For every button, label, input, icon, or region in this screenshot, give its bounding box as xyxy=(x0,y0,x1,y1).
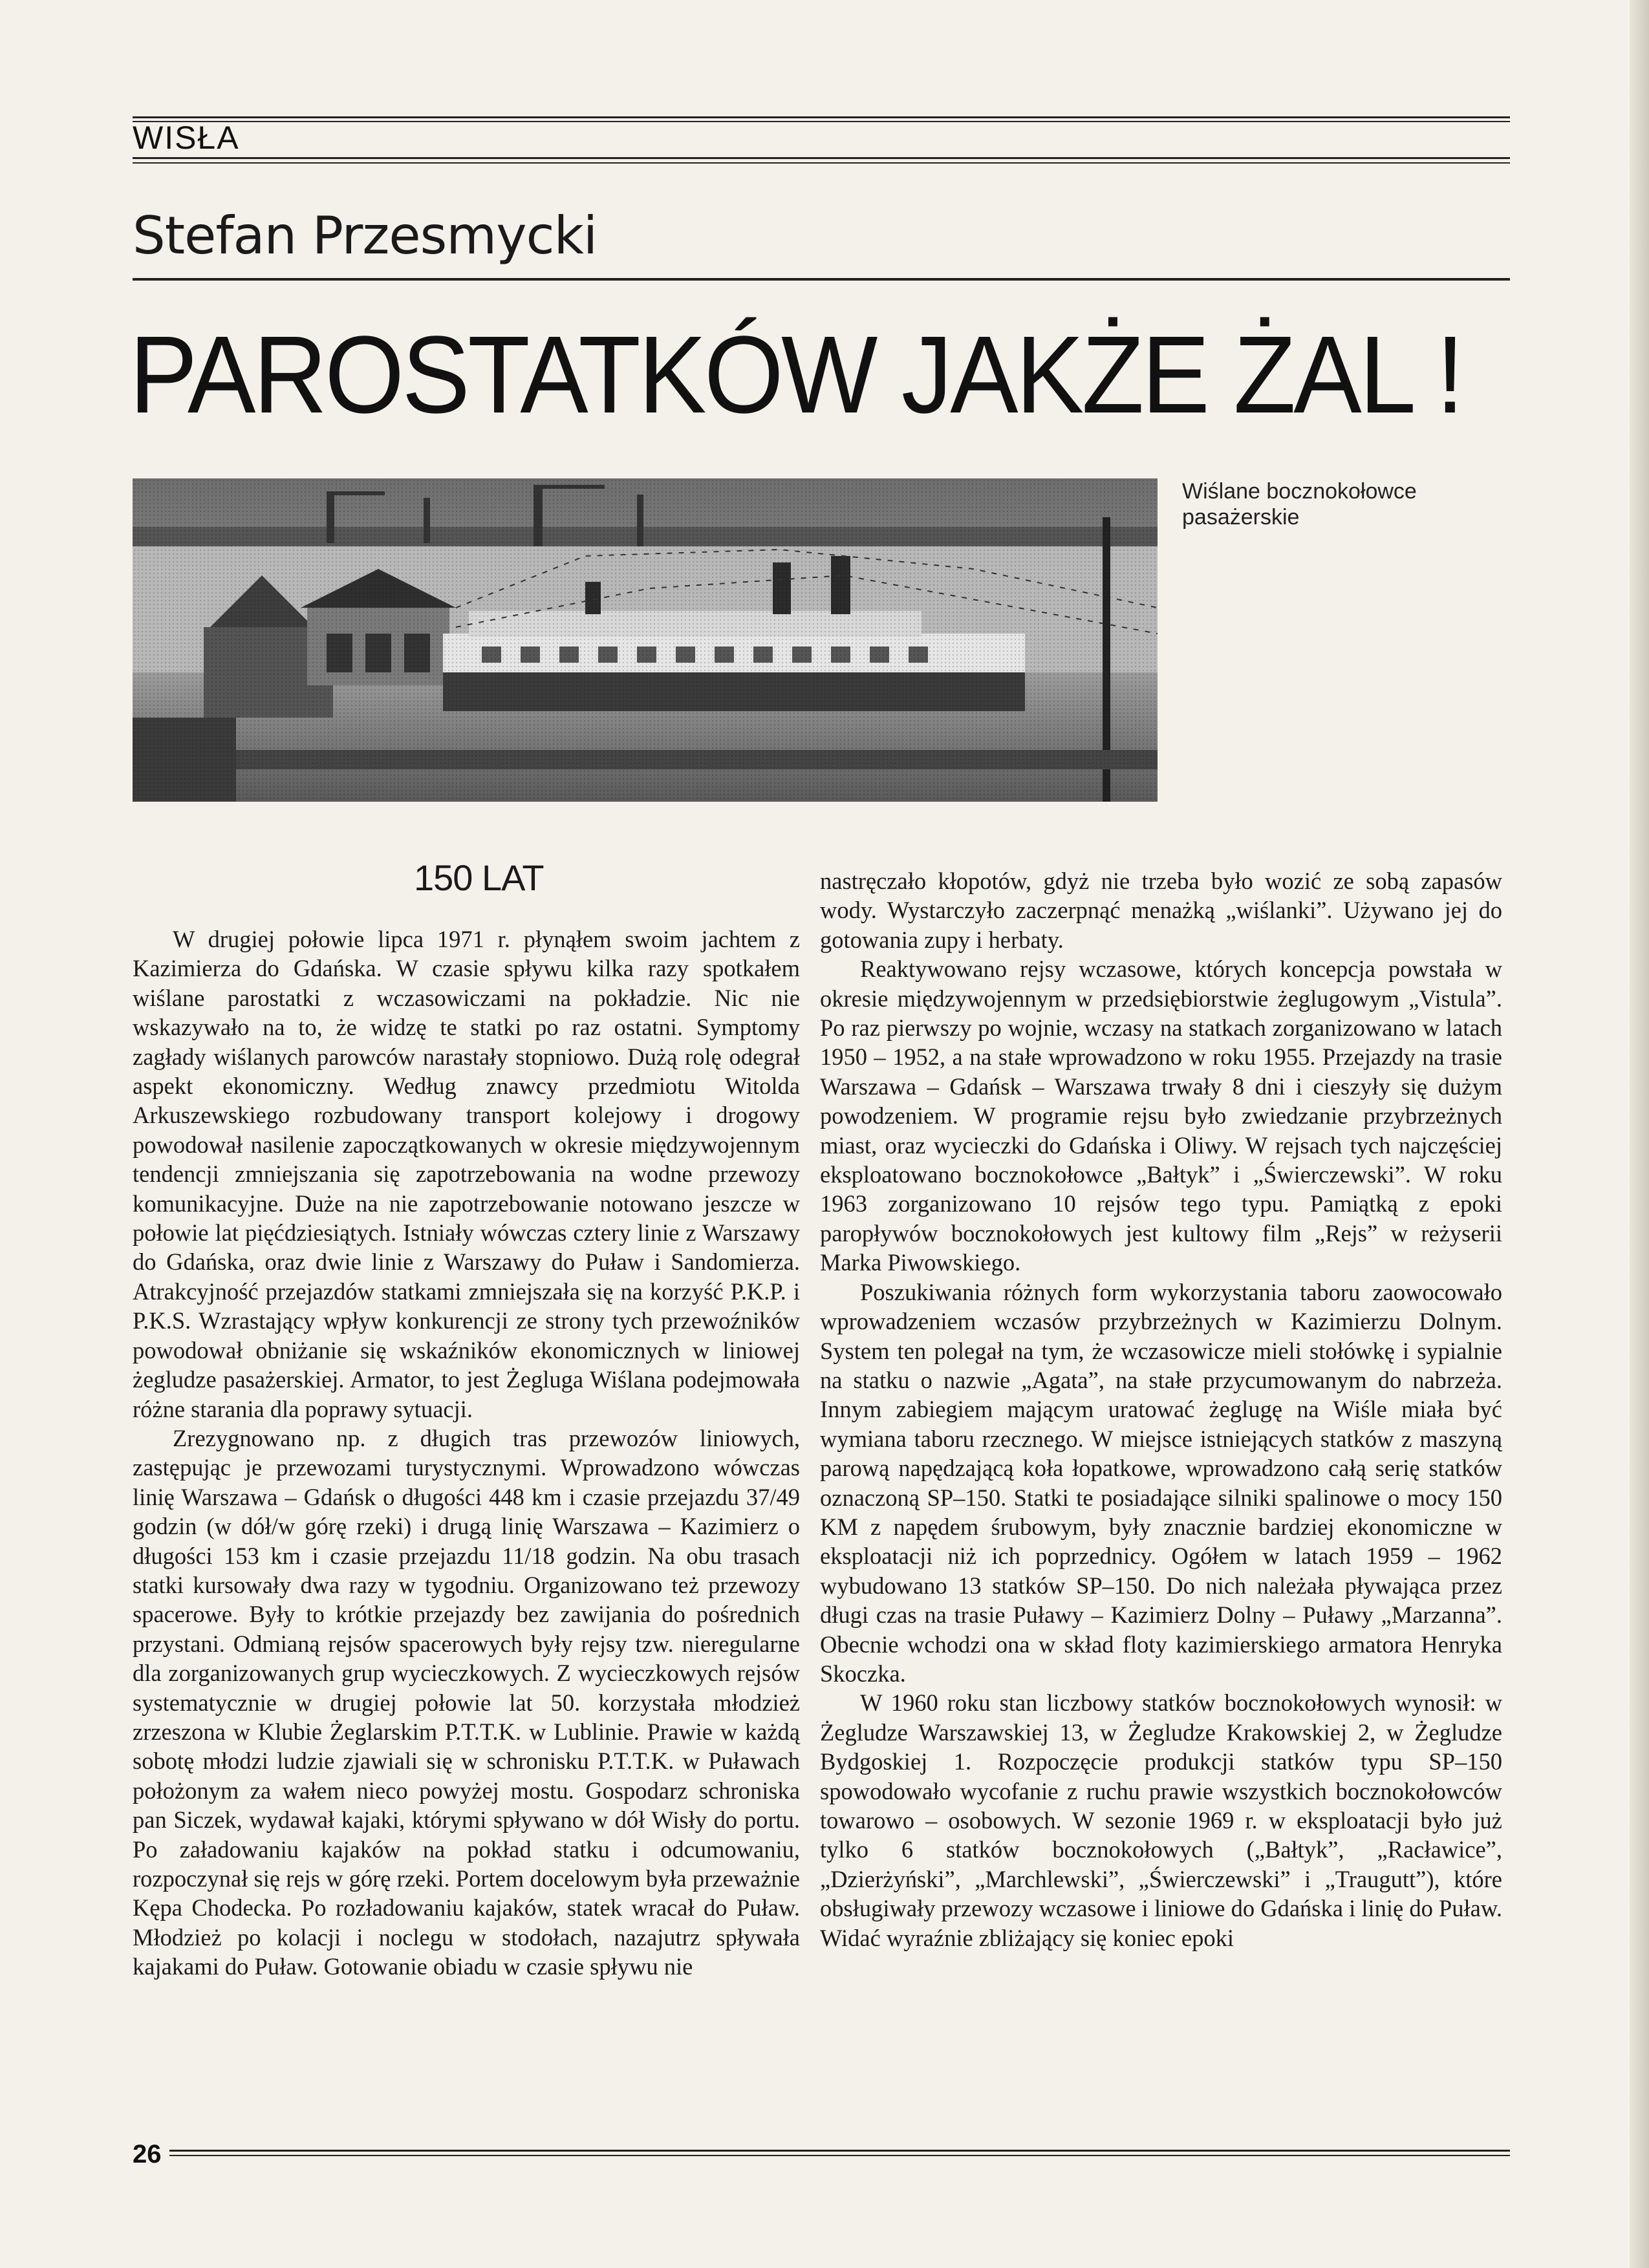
header-rule-top-2 xyxy=(133,121,1510,122)
header-rule-bottom-2 xyxy=(133,162,1510,164)
photo-caption: Wiślane bocznokołowce pasażerskie xyxy=(1182,479,1417,530)
footer-rule-bottom xyxy=(169,2155,1510,2156)
section-label: WISŁA xyxy=(133,120,240,156)
header-rule-bottom xyxy=(133,157,1510,159)
author-name: Stefan Przesmycki xyxy=(133,206,598,266)
paragraph: Zrezygnowano np. z długich tras przewozów liniowych, zastępując je przewozami turystycznymi. Wprowadzono wówczas linię Warszawa – Gdańsk o długości 448 km i czasie przejazdu 37/49 godzin (w dół/w górę rzeki) i drugą linię Warszawa – Kazimierz o długości 153 km i czasie przejazdu 11/18 godzin. Na obu trasach statki kursowały dwa razy w tygodniu. Organizowano też przewozy spacerowe. Były to krótkie przejazdy bez zawijania do pośrednich przystani. Odmianą rejsów spacerowych były rejsy tzw. nieregularne dla zorganizowanych grup wycieczkowych. Z wycieczkowych rejsów systematycznie w drugiej połowie lat 50. korzystała młodzież zrzeszona w Klubie Żeglarskim P.T.T.K. w Lublinie. Prawie w każdą sobotę młodzi ludzie zjawiali się w schronisku P.T.T.K. w Puławach położonym za wałem nieco powyżej mostu. Gospodarz schroniska pan Siczek, wydawał kajaki, którymi spływano w dół Wisły do portu. Po załadowaniu kajaków na pokład statku i odcumowaniu, rozpoczynał się rejs w górę rzeki. Portem docelowym była przeważnie Kępa Chodecka. Po rozładowaniu kajaków, statek wracał do Puław. Młodzież po kolacji i noclegu w stodołach, nazajutrz spływała kajakami do Puław. Gotowanie obiadu w czasie spływu nie xyxy=(133,1424,800,1980)
article-photo xyxy=(133,478,1158,802)
paragraph: Poszukiwania różnych form wykorzystania taboru zaowocowało wprowadzeniem wczasów przybrzeżnych w Kazimierzu Dolnym. System ten polegał na tym, że wczasowicze mieli stołówkę i sypialnie na statku o nazwie „Agata”, na stałe przycumowanym do nabrzeża. Innym zabiegiem mającym uratować żeglugę na Wiśle miała być wymiana taboru rzecznego. W miejsce istniejących statków z maszyną parową napędzającą koła łopatkowe, wprowadzono całą serię statków oznaczoną SP–150. Statki te posiadające silniki spalinowe o mocy 150 KM z napędem śrubowym, były znacznie bardziej ekonomiczne w eksploatacji niż ich poprzednicy. Ogółem w latach 1959 – 1962 wybudowano 13 statków SP–150. Do nich należała pływająca przez długi czas na trasie Puławy – Kazimierz Dolny – Puławy „Marzanna”. Obecnie wchodzi ona w skład floty kazimierskiego armatora Henryka Skoczka. xyxy=(820,1278,1502,1687)
header-rule-top xyxy=(133,116,1510,118)
paragraph: W drugiej połowie lipca 1971 r. płynąłem swoim jachtem z Kazimierza do Gdańska. W czasie spływu kilka razy spotkałem wiślane parostatki z wczasowiczami na pokładzie. Nic nie wskazywało na to, że widzę te statki po raz ostatni. Symptomy zagłady wiślanych parowców narastały stopniowo. Dużą rolę odegrał aspekt ekonomiczny. Według znawcy przedmiotu Witolda Arkuszewskiego rozbudowany transport kolejowy i drogowy powodował nasilenie zapoczątkowanych w okresie międzywojennym tendencji zmniejszania się zapotrzebowania na wodne przewozy komunikacyjne. Duże na nie zapotrzebowanie notowano jeszcze w połowie lat pięćdziesiątych. Istniały wówczas cztery linie z Warszawy do Gdańska, oraz dwie linie z Warszawy do Puław i Sandomierza. Atrakcyjność przejazdów statkami zmniejszała się na korzyść P.K.P. i P.K.S. Wzrastający wpływ konkurencji ze strony tych przewoźników powodował obniżanie się wskaźników ekonomicznych w liniowej żegludze pasażerskiej. Armator, to jest Żegluga Wiślana podejmowała różne starania dla poprawy sytuacji. xyxy=(133,926,800,1422)
paragraph: Reaktywowano rejsy wczasowe, których koncepcja powstała w okresie międzywojennym w przedsiębiorstwie żeglugowym „Vistula”. Po raz pierwszy po wojnie, wczasy na statkach zorganizowano w latach 1950 – 1952, a na stałe wprowadzono w roku 1955. Przejazdy na trasie Warszawa – Gdańsk – Warszawa trwały 8 dni i cieszyły się dużym powodzeniem. W programie rejsu było zwiedzanie przybrzeżnych miast, oraz wycieczki do Gdańska i Oliwy. W rejsach tych najczęściej eksploatowano bocznokołowce „Bałtyk” i „Świerczewski”. W roku 1963 zorganizowano 10 rejsów tego typu. Pamiątką z epoki paropływów bocznokołowych jest kultowy film „Rejs” w reżyserii Marka Piwowskiego. xyxy=(820,956,1502,1276)
author-rule xyxy=(133,278,1510,281)
footer-rule-top xyxy=(169,2150,1510,2152)
page-number: 26 xyxy=(133,2140,162,2168)
paragraph: W 1960 roku stan liczbowy statków bocznokołowych wynosił: w Żegludze Warszawskiej 13, w Żegludze Krakowskiej 2, w Żegludze Bydgoskiej 1. Rozpoczęcie produkcji statków typu SP–150 spowodowało wycofanie z ruchu prawie wszystkich bocznokołowców towarowo – osobowych. W sezonie 1969 r. w eksploatacji było już tylko 6 statków bocznokołowych („Bałtyk”, „Racławice”, „Dzierżyński”, „Marchlewski”, „Świerczewski” i „Traugutt”), które obsługiwały przewozy wczasowe i liniowe do Gdańska i linię do Puław. Widać wyraźnie zbliżający się koniec epoki xyxy=(820,1689,1502,1951)
article-title: PAROSTATKÓW JAKŻE ŻAL ! xyxy=(129,314,1462,436)
steamboats-photo xyxy=(133,478,1158,802)
section-subheading: 150 LAT xyxy=(414,857,544,898)
right-column xyxy=(820,866,1502,1952)
paragraph-continuation: nastręczało kłopotów, gdyż nie trzeba było wozić ze sobą zapasów wody. Wystarczyło zaczerpnąć menażką „wiślanki”. Używano jej do gotowania zupy i herbaty. xyxy=(820,868,1502,953)
left-column xyxy=(133,925,800,1982)
page-edge xyxy=(1630,0,1649,2268)
